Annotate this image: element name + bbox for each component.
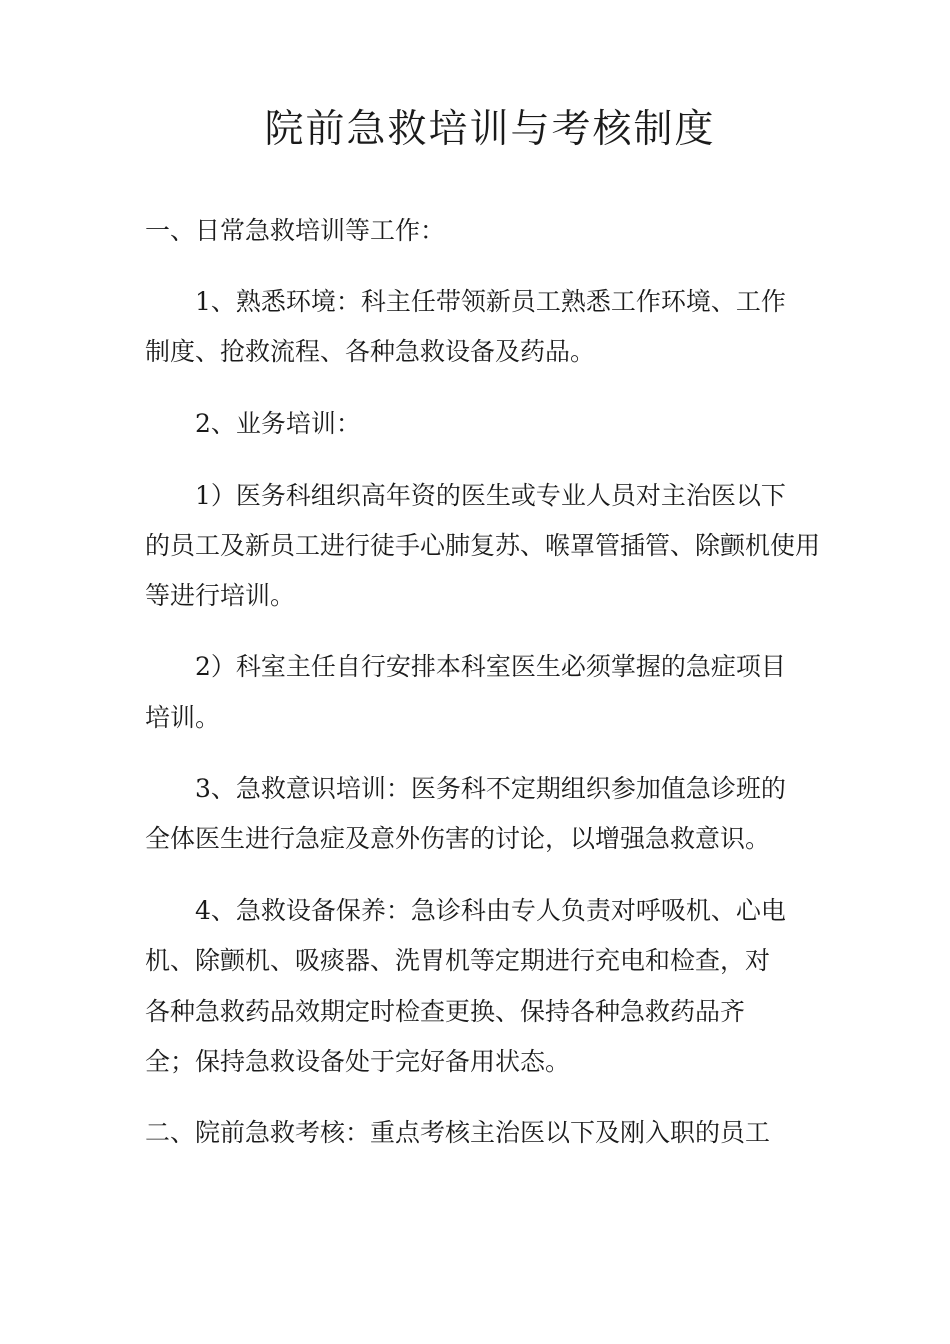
paragraph-line: 1）医务科组织高年资的医生或专业人员对主治医以下 xyxy=(195,481,786,510)
paragraph-line: 机、除颤机、吸痰器、洗胃机等定期进行充电和检查，对 xyxy=(145,946,771,975)
paragraph-line: 全体医生进行急症及意外伤害的讨论，以增强急救意识。 xyxy=(145,824,771,853)
section-heading-2: 二、院前急救考核：重点考核主治医以下及刚入职的员工 xyxy=(145,1118,771,1147)
paragraph-line: 全；保持急救设备处于完好备用状态。 xyxy=(145,1047,571,1076)
paragraph-line: 各种急救药品效期定时检查更换、保持各种急救药品齐 xyxy=(145,997,746,1026)
paragraph-line: 3、急救意识培训：医务科不定期组织参加值急诊班的 xyxy=(195,774,786,803)
section-heading-1: 一、日常急救培训等工作： xyxy=(145,216,446,245)
paragraph-line: 制度、抢救流程、各种急救设备及药品。 xyxy=(145,337,596,366)
paragraph-line: 2、业务培训： xyxy=(195,409,361,438)
document-title: 院前急救培训与考核制度 xyxy=(264,107,716,152)
paragraph-line: 1、熟悉环境：科主任带领新员工熟悉工作环境、工作 xyxy=(195,287,786,316)
paragraph-line: 培训。 xyxy=(145,703,221,732)
paragraph-line: 4、急救设备保养：急诊科由专人负责对呼吸机、心电 xyxy=(195,896,786,925)
paragraph-line: 的员工及新员工进行徒手心肺复苏、喉罩管插管、除颤机使用 xyxy=(145,531,821,560)
paragraph-line: 2）科室主任自行安排本科室医生必须掌握的急症项目 xyxy=(195,652,786,681)
paragraph-line: 等进行培训。 xyxy=(145,581,296,610)
